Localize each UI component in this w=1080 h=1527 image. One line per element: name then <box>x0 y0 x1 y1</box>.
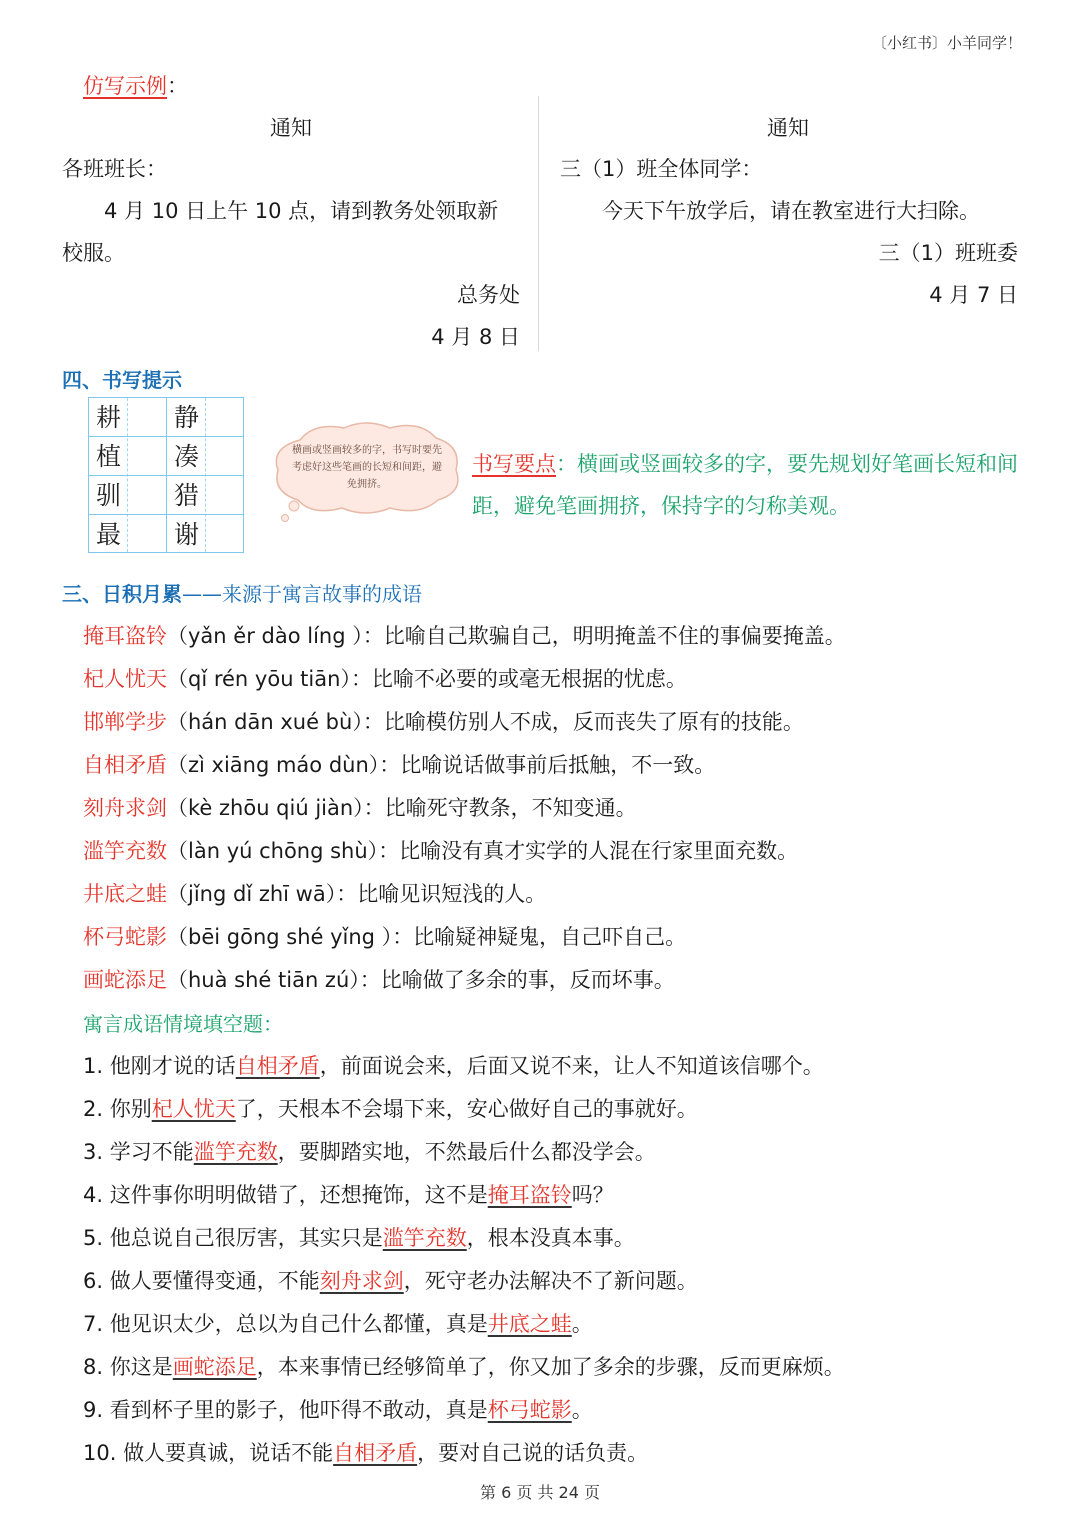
idiom-word: 滥竽充数 <box>83 839 167 863</box>
exercise-post: 。 <box>571 1398 593 1422</box>
exercise-item <box>83 1265 698 1295</box>
exercise-answer: 自相矛盾 <box>333 1441 418 1465</box>
idiom-item <box>83 921 686 951</box>
exercise-pre: 做人要懂得变通，不能 <box>109 1269 320 1293</box>
idiom-meaning: ：比喻没有真才实学的人混在行家里面充数。 <box>378 839 799 863</box>
idiom-pinyin: （hán dān xué bù） <box>167 710 363 734</box>
grid-char: 植 <box>95 442 121 471</box>
right-notice-date: 4 月 7 日 <box>929 283 1018 307</box>
idiom-item <box>83 878 546 908</box>
exercise-item <box>83 1093 698 1123</box>
idiom-word: 自相矛盾 <box>83 753 167 777</box>
writing-section-title: 四、书写提示 <box>62 368 182 392</box>
exercise-item <box>83 1179 614 1209</box>
right-notice-signer: 三（1）班班委 <box>878 241 1018 265</box>
exercise-item <box>83 1222 635 1252</box>
exercise-number: 3. <box>83 1140 104 1164</box>
idiom-item <box>83 835 798 865</box>
right-notice-body: 今天下午放学后，请在教室进行大扫除。 <box>602 199 980 223</box>
idiom-section-title: 三、日积月累 <box>62 582 182 606</box>
page-number: 第 6 页 共 24 页 <box>480 1483 600 1502</box>
exercise-pre: 学习不能 <box>109 1140 194 1164</box>
exercise-number: 7. <box>83 1312 104 1336</box>
exercise-post: ，要对自己说的话负责。 <box>417 1441 649 1465</box>
idiom-meaning: ：比喻做了多余的事，反而坏事。 <box>359 968 675 992</box>
exercise-item <box>83 1437 648 1467</box>
exercise-number: 8. <box>83 1355 104 1379</box>
idiom-pinyin: （jǐng dǐ zhī wā） <box>167 882 337 906</box>
idiom-pinyin: （zì xiāng máo dùn） <box>167 753 380 777</box>
exercise-answer: 滥竽充数 <box>382 1226 467 1250</box>
idiom-section-title-line <box>62 578 422 607</box>
idiom-meaning: ：比喻死守教条，不知变通。 <box>363 796 637 820</box>
exercise-pre: 你别 <box>109 1097 152 1121</box>
right-notice-salutation: 三（1）班全体同学： <box>560 157 763 181</box>
exercise-number: 2. <box>83 1097 104 1121</box>
left-notice-heading: 通知 <box>270 116 312 140</box>
exercise-post: 。 <box>571 1312 593 1336</box>
exercise-item <box>83 1394 593 1424</box>
idiom-item <box>83 663 687 693</box>
idiom-item <box>83 792 637 822</box>
exercise-pre: 他刚才说的话 <box>109 1054 236 1078</box>
exercise-number: 5. <box>83 1226 104 1250</box>
example-title: 仿写示例 <box>83 74 167 98</box>
character-grid <box>88 397 244 553</box>
idiom-meaning: ：比喻模仿别人不成，反而丧失了原有的技能。 <box>362 710 804 734</box>
left-notice-salutation: 各班班长： <box>62 157 167 181</box>
writing-tip-colon: ： <box>556 452 577 476</box>
idiom-meaning: ：比喻见识短浅的人。 <box>336 882 547 906</box>
exercise-item <box>83 1308 593 1338</box>
exercise-pre: 你这是 <box>109 1355 173 1379</box>
exercise-number: 4. <box>83 1183 104 1207</box>
exercise-answer: 自相矛盾 <box>235 1054 320 1078</box>
left-notice-body-2: 校服。 <box>62 241 125 265</box>
exercise-item <box>83 1136 656 1166</box>
idiom-pinyin: （kè zhōu qiú jiàn） <box>167 796 364 820</box>
grid-char: 谢 <box>173 520 199 549</box>
idiom-word: 杞人忧天 <box>83 667 167 691</box>
exercise-post: 吗？ <box>571 1183 614 1207</box>
exercise-post: ，要脚踏实地，不然最后什么都没学会。 <box>277 1140 656 1164</box>
exercise-item <box>83 1351 845 1381</box>
idiom-pinyin: （làn yú chōng shù） <box>167 839 379 863</box>
left-notice-signer: 总务处 <box>457 283 520 307</box>
exercise-pre: 看到杯子里的影子，他吓得不敢动，真是 <box>109 1398 488 1422</box>
example-title-colon: ： <box>167 74 188 98</box>
writing-tip-text-1: 横画或竖画较多的字，要先规划好笔画长短和间 <box>577 452 1018 476</box>
idiom-pinyin: （qǐ rén yōu tiān） <box>167 667 351 691</box>
exercise-post: ，前面说会来，后面又说不来，让人不知道该信哪个。 <box>319 1054 824 1078</box>
bubble-text: 横画或竖画较多的字，书写时要先考虑好这些笔画的长短和间距，避免拥挤。 <box>292 445 442 490</box>
idiom-meaning: ：比喻疑神疑鬼，自己吓自己。 <box>392 925 687 949</box>
exercise-title: 寓言成语情境填空题： <box>83 1012 283 1036</box>
left-notice-date: 4 月 8 日 <box>431 325 520 349</box>
idiom-word: 掩耳盗铃 <box>83 624 167 648</box>
exercise-post: ，根本没真本事。 <box>466 1226 635 1250</box>
example-title-line <box>83 70 188 100</box>
exercise-answer: 刻舟求剑 <box>319 1269 404 1293</box>
grid-char: 静 <box>173 403 199 432</box>
idiom-section-subtitle: ——来源于寓言故事的成语 <box>182 582 422 606</box>
idiom-word: 画蛇添足 <box>83 968 167 992</box>
idiom-word: 杯弓蛇影 <box>83 925 167 949</box>
exercise-answer: 滥竽充数 <box>193 1140 278 1164</box>
grid-char: 猎 <box>173 481 199 510</box>
idiom-meaning: ：比喻自己欺骗自己，明明掩盖不住的事偏要掩盖。 <box>362 624 846 648</box>
writing-tip-line-1 <box>472 448 1018 478</box>
example-divider <box>538 96 539 351</box>
idiom-item <box>83 620 846 650</box>
exercise-post: 了，天根本不会塌下来，安心做好自己的事就好。 <box>235 1097 698 1121</box>
exercise-number: 6. <box>83 1269 104 1293</box>
exercise-answer: 杯弓蛇影 <box>487 1398 572 1422</box>
exercise-pre: 他见识太少，总以为自己什么都懂，真是 <box>109 1312 488 1336</box>
bubble-tail-icon <box>276 500 306 526</box>
idiom-item <box>83 749 715 779</box>
exercise-item <box>83 1050 824 1080</box>
grid-char: 驯 <box>95 481 121 510</box>
idiom-pinyin: （yǎn ěr dào líng ） <box>167 624 363 648</box>
source-tag: 〔小红书〕小羊同学！ <box>871 34 1022 52</box>
exercise-number: 10. <box>83 1441 117 1465</box>
exercise-pre: 做人要真诚，说话不能 <box>123 1441 334 1465</box>
exercise-post: ，死守老办法解决不了新问题。 <box>403 1269 698 1293</box>
exercise-post: ，本来事情已经够简单了，你又加了多余的步骤，反而更麻烦。 <box>256 1355 845 1379</box>
exercise-pre: 这件事你明明做错了，还想掩饰，这不是 <box>109 1183 488 1207</box>
exercise-answer: 井底之蛙 <box>487 1312 572 1336</box>
idiom-word: 邯郸学步 <box>83 710 167 734</box>
idiom-meaning: ：比喻不必要的或毫无根据的忧虑。 <box>350 667 687 691</box>
grid-char: 耕 <box>95 403 121 432</box>
grid-char: 最 <box>95 520 121 549</box>
idiom-pinyin: （bēi gōng shé yǐng ） <box>167 925 393 949</box>
idiom-meaning: ：比喻说话做事前后抵触，不一致。 <box>379 753 716 777</box>
exercise-answer: 杞人忧天 <box>151 1097 236 1121</box>
exercise-number: 1. <box>83 1054 104 1078</box>
idiom-word: 刻舟求剑 <box>83 796 167 820</box>
grid-char: 凑 <box>173 442 199 471</box>
idiom-item <box>83 964 675 994</box>
right-notice-heading: 通知 <box>767 116 809 140</box>
left-notice-body-1: 4 月 10 日上午 10 点，请到教务处领取新 <box>104 199 499 223</box>
idiom-pinyin: （huà shé tiān zú） <box>167 968 360 992</box>
exercise-answer: 画蛇添足 <box>172 1355 257 1379</box>
writing-tip-text-2: 距，避免笔画拥挤，保持字的匀称美观。 <box>472 494 850 518</box>
idiom-item <box>83 706 804 736</box>
exercise-pre: 他总说自己很厉害，其实只是 <box>109 1226 383 1250</box>
exercise-answer: 掩耳盗铃 <box>487 1183 572 1207</box>
exercise-number: 9. <box>83 1398 104 1422</box>
writing-tip-label: 书写要点 <box>472 452 556 476</box>
idiom-word: 井底之蛙 <box>83 882 167 906</box>
